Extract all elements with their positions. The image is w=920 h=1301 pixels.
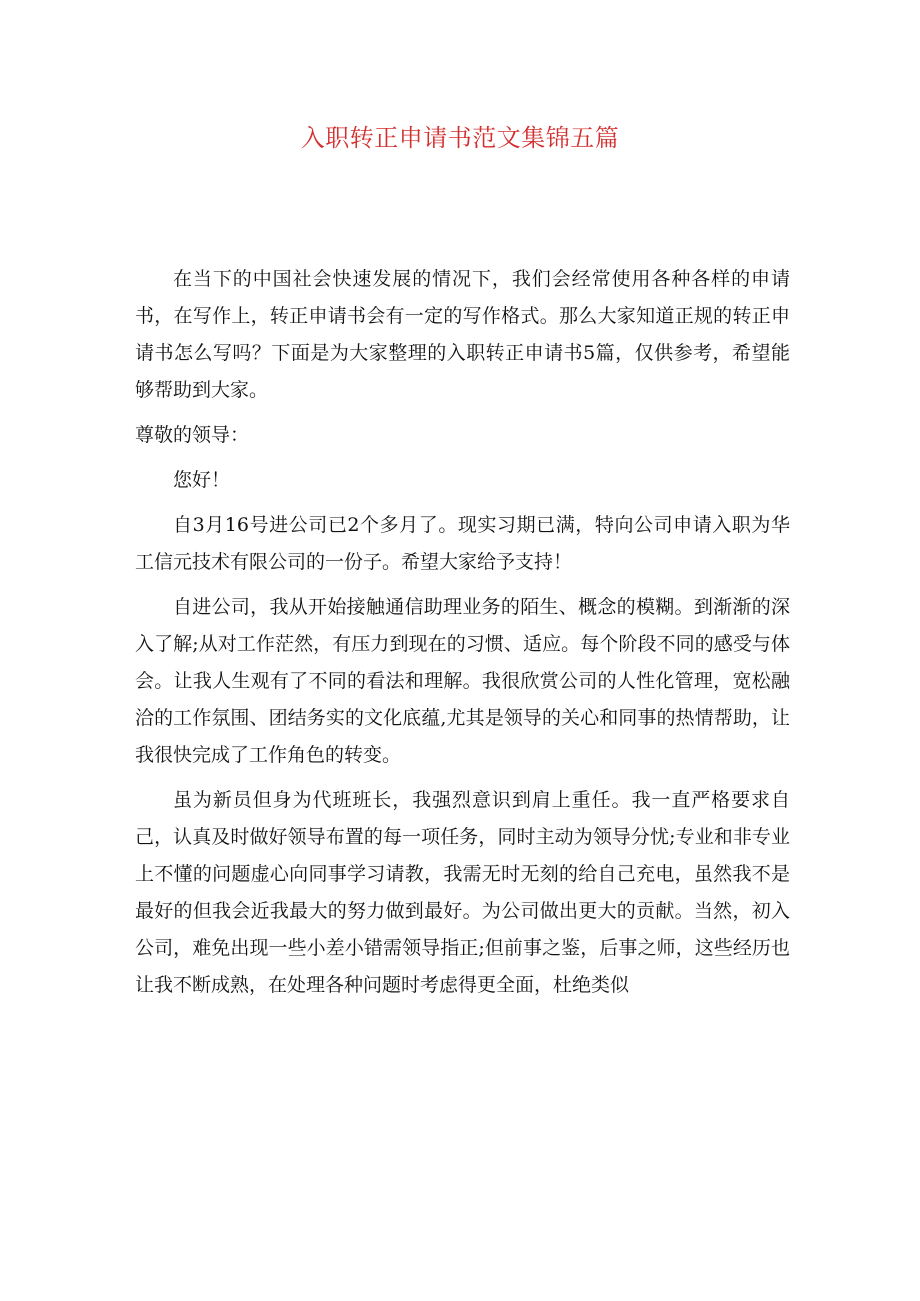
paragraph-experience: 自进公司，我从开始接触通信助理业务的陌生、概念的模糊。到渐渐的深入了解;从对工作茫然，有压力到现在的习惯、适应。每个阶段不同的感受与体会。让我人生观有了不同的看法和理解。我很欣赏公司的人性化管理，宽松融洽的工作氛围、团结务实的文化底蕴,尤其是领导的关心和同事的热情帮助，让我很快完成了工作角色的转变。 <box>135 596 790 766</box>
document-body <box>135 261 790 1012</box>
paragraph-request: 自3月16号进公司已2个多月了。现实习期已满，特向公司申请入职为华工信元技术有限公司的一份子。希望大家给予支持！ <box>135 514 790 573</box>
document-title: 入职转正申请书范文集锦五篇 <box>300 124 620 152</box>
paragraph-greeting: 您好！ <box>173 469 231 491</box>
paragraph-responsibility: 虽为新员但身为代班班长，我强烈意识到肩上重任。我一直严格要求自己，认真及时做好领导布置的每一项任务，同时主动为领导分忧;专业和非专业上不懂的问题虚心向同事学习请教，我需无时无刻的给自己充电，虽然我不是最好的但我会近我最大的努力做到最好。为公司做出更大的贡献。当然，初入公司，难免出现一些小差小错需领导指正;但前事之鉴，后事之师，这些经历也让我不断成熟，在处理各种问题时考虑得更全面，杜绝类似 <box>135 789 790 996</box>
paragraph-salutation: 尊敬的领导： <box>135 424 250 446</box>
paragraph-intro: 在当下的中国社会快速发展的情况下，我们会经常使用各种各样的申请书，在写作上，转正申请书会有一定的写作格式。那么大家知道正规的转正申请书怎么写吗？下面是为大家整理的入职转正申请书5篇，仅供参考，希望能够帮助到大家。 <box>135 268 790 401</box>
